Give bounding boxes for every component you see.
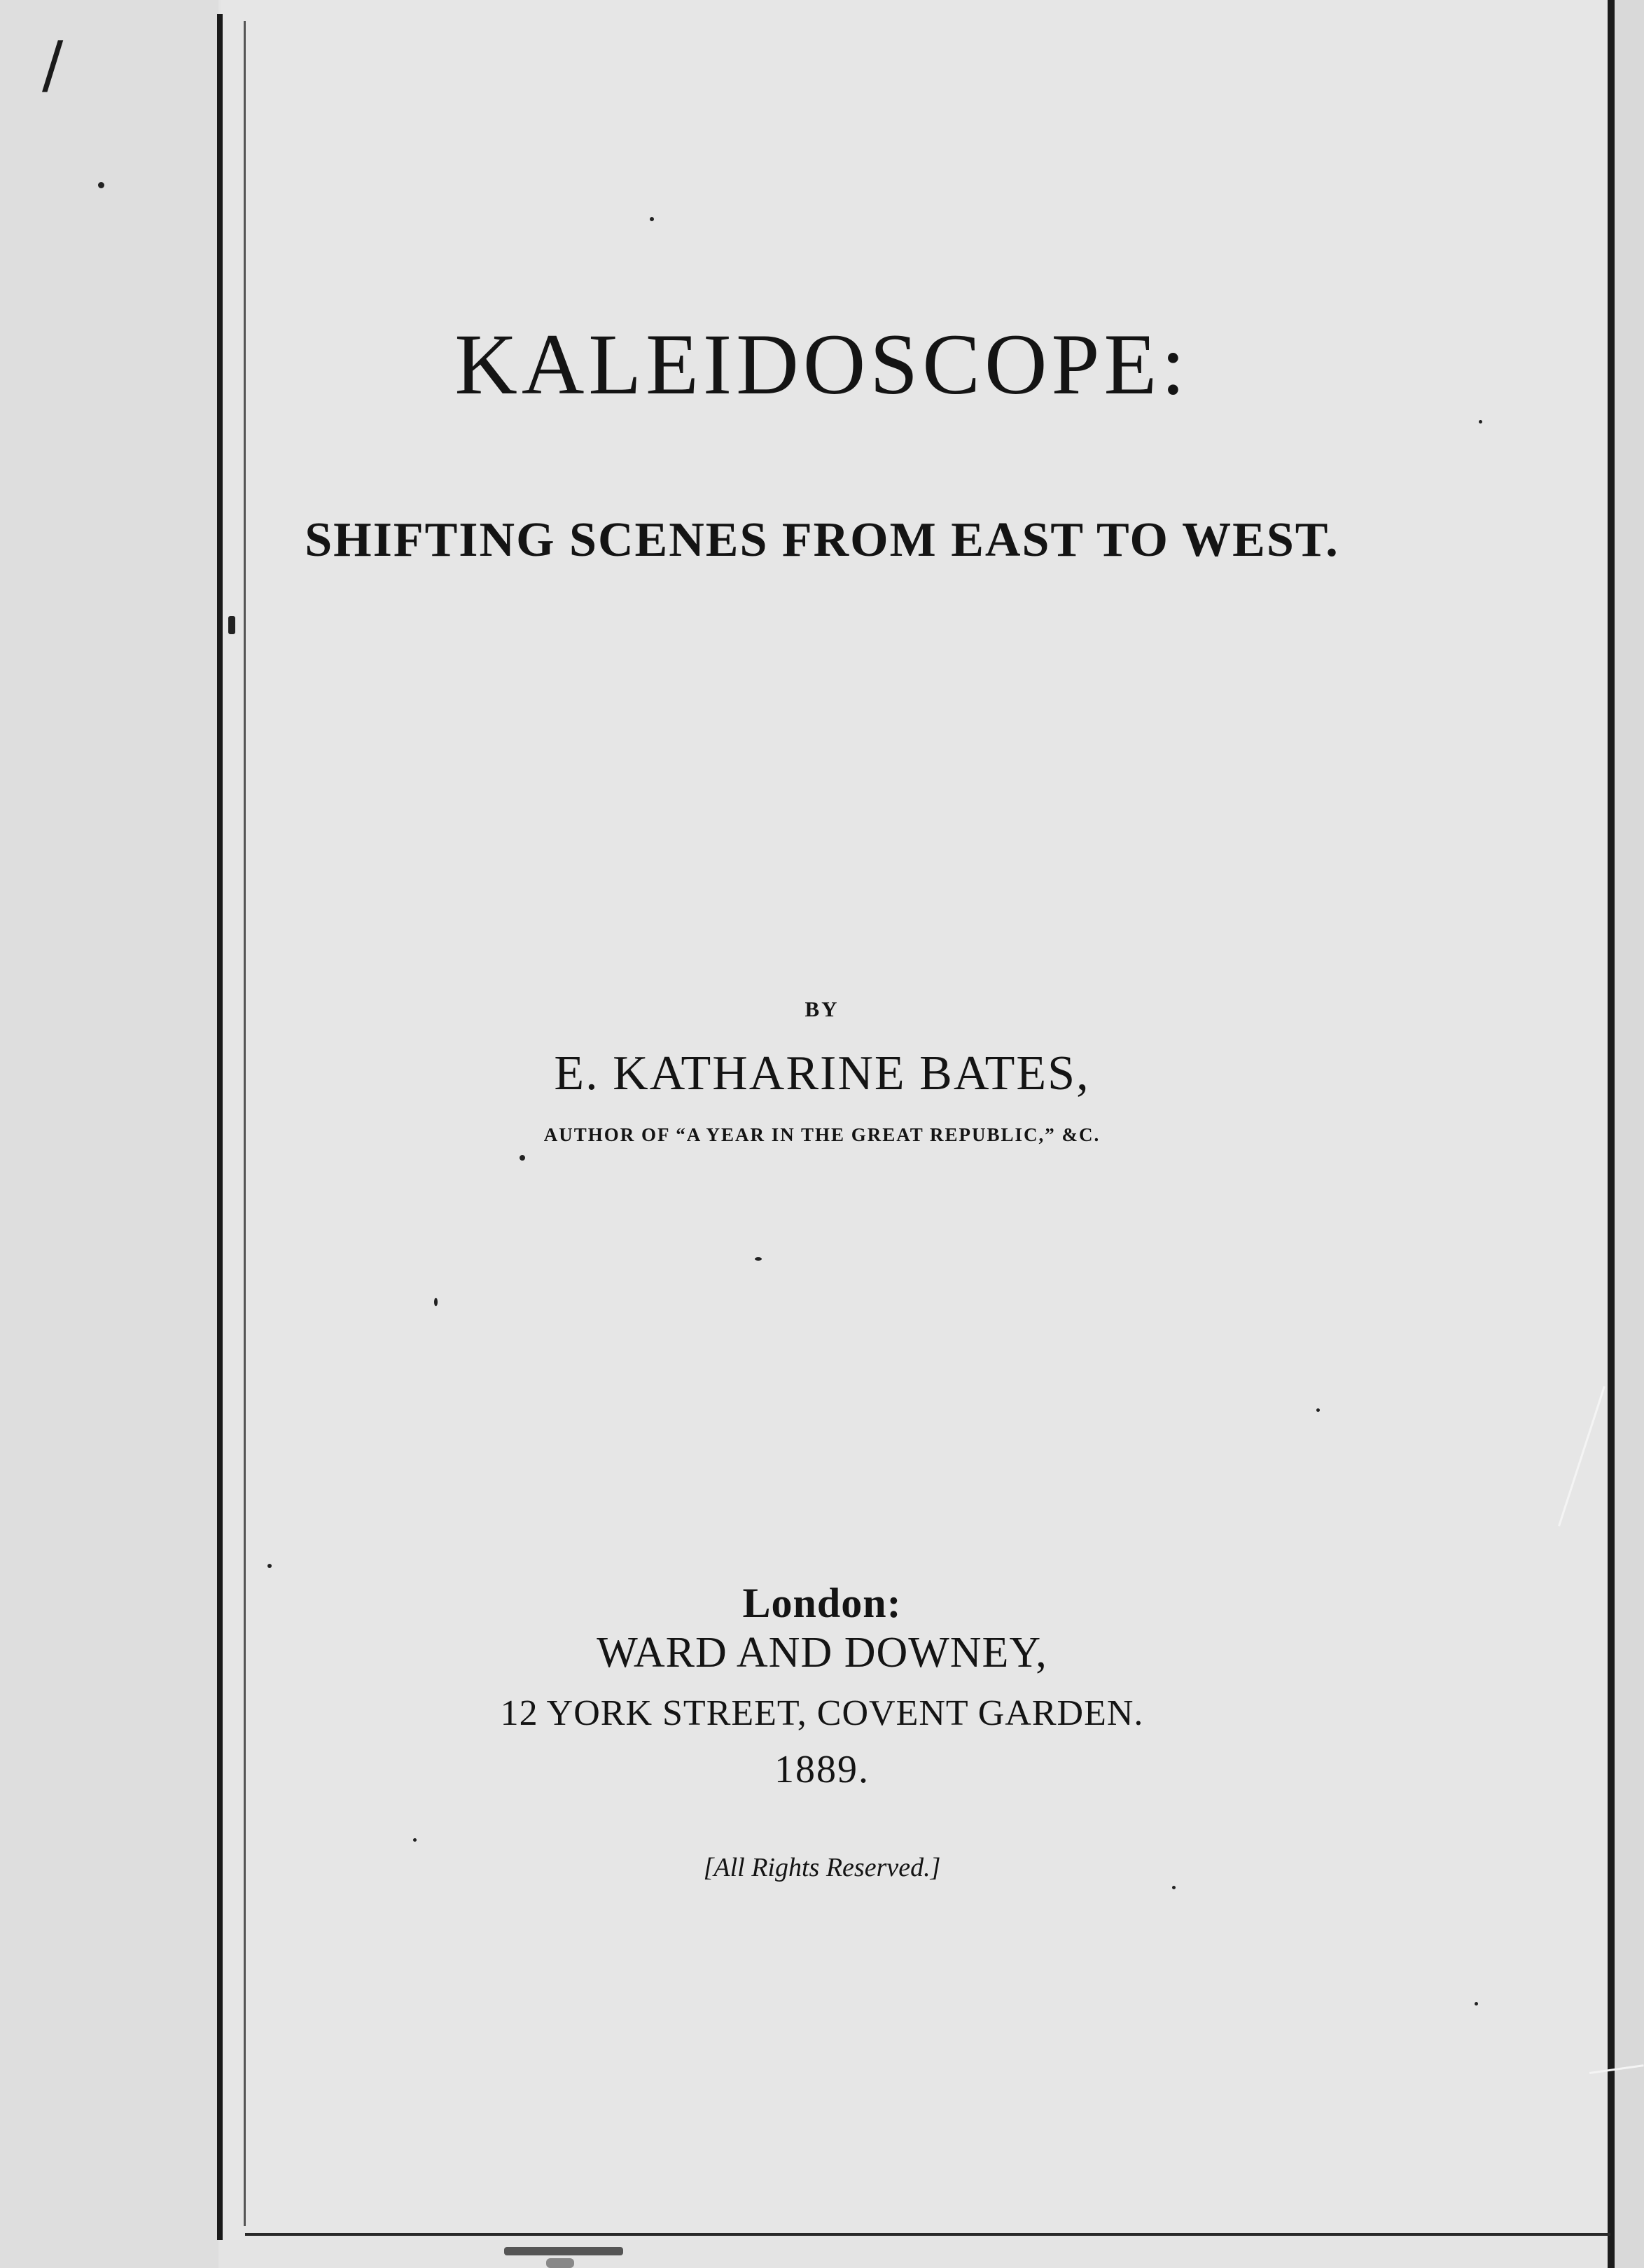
scan-speck (1316, 1408, 1320, 1412)
author-name: E. KATHARINE BATES, (554, 1046, 1090, 1100)
scan-speck (434, 1298, 438, 1306)
scan-speck (228, 616, 235, 634)
scan-speck (504, 2247, 623, 2255)
scan-speck (98, 182, 104, 188)
scan-speck (1475, 2002, 1478, 2005)
scan-speck (1172, 1886, 1176, 1889)
publisher-name: WARD AND DOWNEY, (597, 1629, 1047, 1676)
by-line: BY (804, 997, 840, 1021)
publisher-address: 12 YORK STREET, COVENT GARDEN. (500, 1693, 1144, 1733)
rights-notice: [All Rights Reserved.] (703, 1853, 941, 1882)
page-edge-bottom (245, 2233, 1610, 2236)
scan-speck (267, 1564, 272, 1568)
scan-speck (1479, 420, 1482, 424)
scan-speck (650, 217, 654, 221)
scan-speck (755, 1257, 762, 1261)
publication-place: London: (742, 1580, 902, 1626)
book-title: KALEIDOSCOPE: (454, 316, 1190, 412)
scan-speck (520, 1155, 525, 1161)
publication-year: 1889. (774, 1748, 870, 1791)
scan-speck (413, 1838, 417, 1842)
scan-speck (546, 2258, 574, 2268)
margin-pencil-mark: ∕ (42, 28, 64, 102)
author-note: AUTHOR OF “A YEAR IN THE GREAT REPUBLIC,” &C. (543, 1124, 1101, 1145)
book-subtitle: SHIFTING SCENES FROM EAST TO WEST. (305, 513, 1339, 567)
